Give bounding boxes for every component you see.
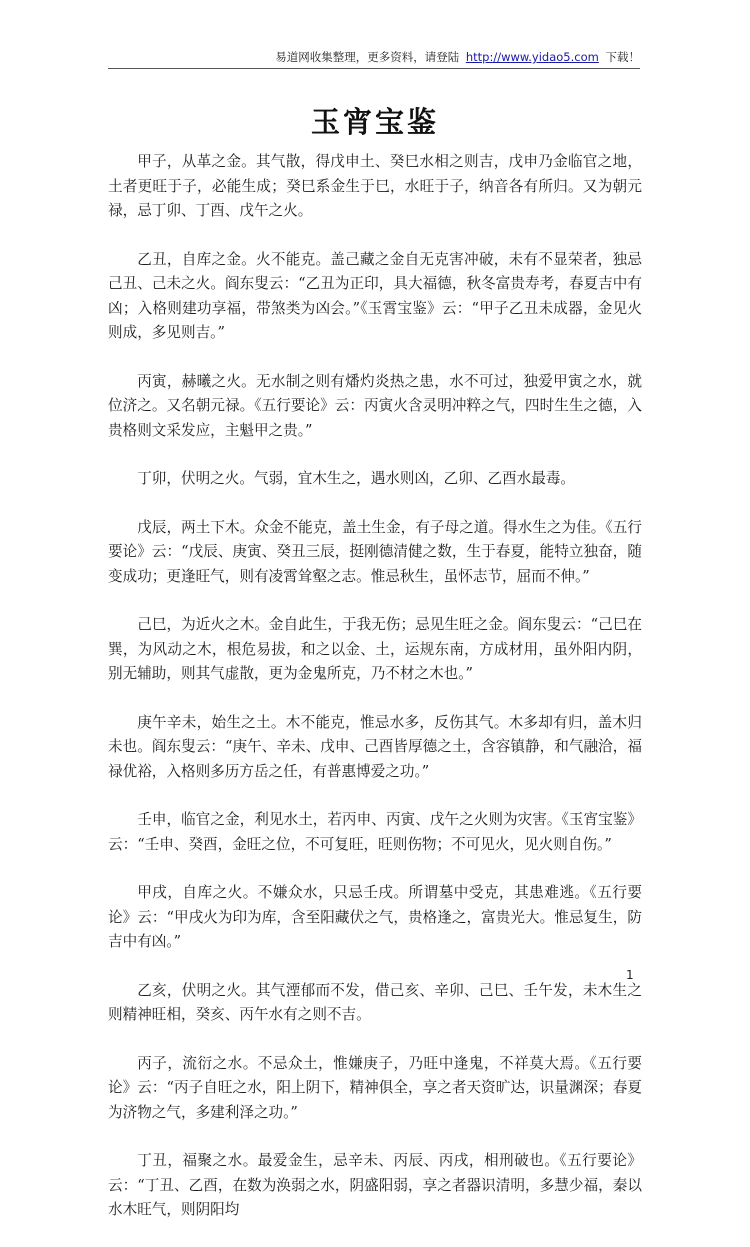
website-link[interactable]: http://www.yidao5.com bbox=[465, 50, 599, 64]
header-suffix: 下载！ bbox=[605, 50, 640, 64]
paragraph-gengwu-xinwei: 庚午辛未，始生之土。木不能克，惟忌水多，反伤其气。木多却有归，盖木归未也。阎东叟云：“庚午、辛未、戊申、己酉皆厚德之土，含容镇静，和气融洽，福禄优裕，入格则多历方岳之任，有普惠博爱之功。” bbox=[108, 713, 642, 780]
paragraph-yihai: 乙亥，伏明之火。其气湮郁而不发，借己亥、辛卯、己巳、壬午发，未木生之则精神旺相，癸亥、丙午水有之则不吉。 bbox=[108, 981, 642, 1023]
paragraph-dingchou: 丁丑，福聚之水。最爱金生，忌辛未、丙辰、丙戌，相刑破也。《五行要论》云：“丁丑、乙酉，在数为涣弱之水，阴盛阳弱，享之者器识清明，多慧少福，秦以水木旺气，则阴阳均 bbox=[108, 1152, 642, 1218]
document-title: 玉宵宝鉴 bbox=[310, 105, 439, 139]
page-number: 1 bbox=[626, 968, 634, 982]
paragraph-renshen: 壬申，临官之金，利见水土，若丙申、丙寅、戊午之火则为灾害。《玉宵宝鉴》云：“壬申、癸酉，金旺之位，不可复旺，旺则伤物；不可见火，见火则自伤。” bbox=[108, 811, 642, 853]
paragraph-wuchen: 戊辰，两土下木。众金不能克，盖土生金，有子母之道。得水生之为佳。《五行要论》云：“戊辰、庚寅、癸丑三辰，挺刚德清健之数，生于春夏，能特立独奋，随变成功；更逢旺气，则有凌霄耸壑之志。惟忌秋生，虽怀志节，屈而不伸。” bbox=[108, 518, 642, 585]
header-text: 易道网收集整理，更多资料，请登陆 bbox=[275, 50, 460, 64]
page-header bbox=[108, 50, 640, 69]
paragraph-jisi: 己巳，为近火之木。金自此生，于我无伤；忌见生旺之金。阎东叟云：“己巳在巽，为风动之木，根危易拔，和之以金、土，运规东南，方成材用，虽外阳内阴，别无辅助，则其气虚散，更为金鬼所克，乃不材之木也。” bbox=[108, 616, 642, 682]
paragraph-bingzi: 丙子，流衍之水。不忌众土，惟嫌庚子，乃旺中逢鬼，不祥莫大焉。《五行要论》云：“丙子自旺之水，阳上阴下，精神俱全，享之者天资旷达，识量渊深；春夏为济物之气，多建利泽之功。” bbox=[108, 1054, 642, 1121]
paragraph-bingyin: 丙寅，赫曦之火。无水制之则有燔灼炎热之患，水不可过，独爱甲寅之水，就位济之。又名朝元禄。《五行要论》云：丙寅火含灵明冲粹之气，四时生生之德，入贵格则文采发应，主魁甲之贵。” bbox=[108, 372, 642, 439]
paragraph-jiazi: 甲子，从革之金。其气散，得戊申土、癸巳水相之则吉，戊申乃金临官之地，土者更旺于子，必能生成；癸巳系金生于巳，水旺于子，纳音各有所归。又为朝元禄，忌丁卯、丁酉、戊午之火。 bbox=[108, 153, 642, 219]
document-body bbox=[108, 150, 642, 1247]
paragraph-dingmao: 丁卯，伏明之火。气弱，宜木生之，遇水则凶，乙卯、乙酉水最毒。 bbox=[137, 470, 576, 487]
paragraph-jiaxu: 甲戌，自库之火。不嫌众水，只忌壬戌。所谓墓中受克，其患难逃。《五行要论》云：“甲戌火为印为库，含至阳藏伏之气，贵格逢之，富贵光大。惟忌复生，防吉中有凶。” bbox=[108, 884, 642, 950]
paragraph-yichou: 乙丑，自库之金。火不能克。盖己藏之金自无克害冲破，未有不显荣者，独忌己丑、己未之火。阎东叟云：“乙丑为正印，具大福德，秋冬富贵寿考，春夏吉中有凶；入格则建功享福，带煞类为凶会。”《玉霄宝鉴》云：“甲子乙丑未成器，金见火则成，多见则吉。” bbox=[108, 250, 642, 341]
